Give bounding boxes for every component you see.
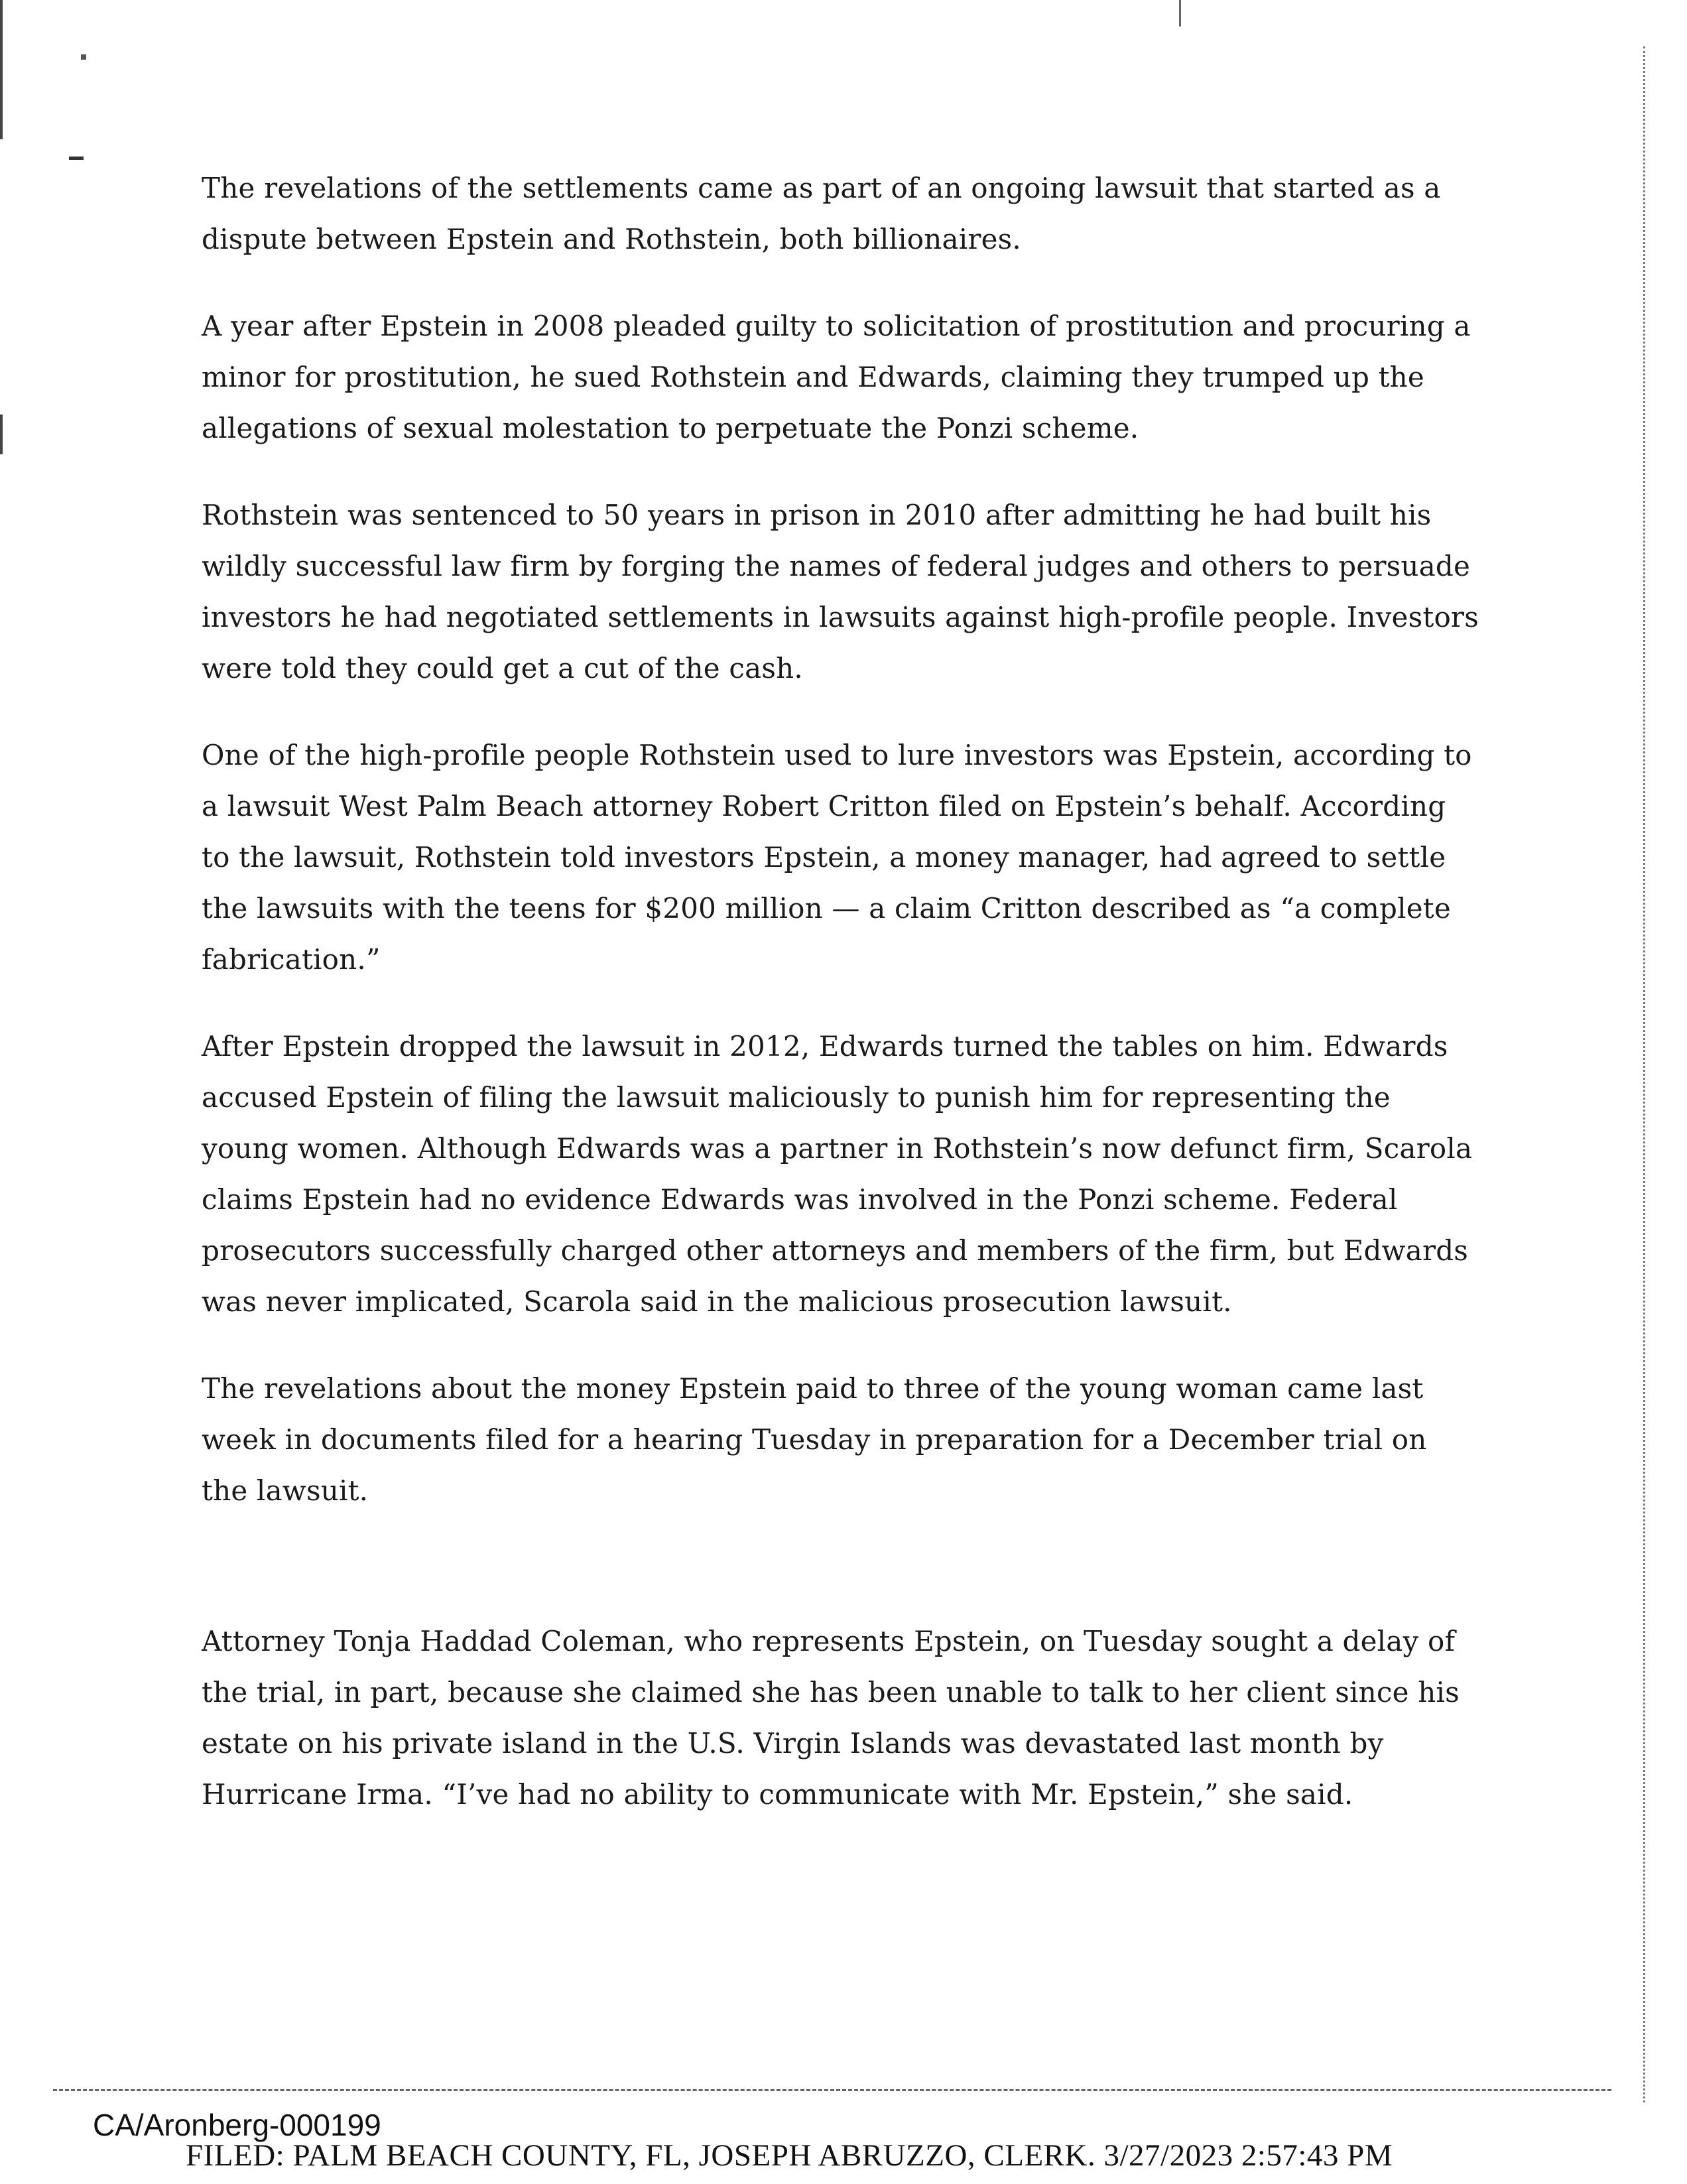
scan-mark-dash xyxy=(69,157,84,160)
filed-stamp: FILED: PALM BEACH COUNTY, FL, JOSEPH ABRUZZO, CLERK. 3/27/2023 2:57:43 PM xyxy=(186,2138,1393,2173)
bates-number: CA/Aronberg-000199 xyxy=(93,2108,381,2142)
paragraph-2: A year after Epstein in 2008 pleaded guilty to solicitation of prostitution and procuring a minor for prostitution, he sued Rothstein and Edwards, claiming they trumped up the allegations of sexual molestation to perpetuate the Ponzi scheme. xyxy=(202,310,1471,444)
paragraph-3: Rothstein was sentenced to 50 years in prison in 2010 after admitting he had built his wildly successful law firm by forging the names of federal judges and others to persuade investors he had negotiated settlements in lawsuits against high-profile people. Investors were told they could get a cut of the cash. xyxy=(202,499,1479,684)
scan-mark-bottom-rule xyxy=(53,2089,1611,2091)
scan-mark-left-edge xyxy=(0,0,3,139)
scan-mark-top-tick xyxy=(1179,0,1181,27)
scan-mark-dot xyxy=(81,54,86,60)
article-body xyxy=(202,162,1481,1856)
paragraph-1: The revelations of the settlements came as part of an ongoing lawsuit that started as a dispute between Epstein and Rothstein, both billionaires. xyxy=(202,172,1441,255)
paragraph-4: One of the high-profile people Rothstein used to lure investors was Epstein, according to a lawsuit West Palm Beach attorney Robert Critton filed on Epstein’s behalf. According to the lawsuit, Rothstein told investors Epstein, a money manager, had agreed to settle the lawsuits with the teens for $200 million — a claim Critton described as “a complete fabrication.” xyxy=(202,739,1472,976)
paragraph-5: After Epstein dropped the lawsuit in 2012, Edwards turned the tables on him. Edwards accused Epstein of filing the lawsuit maliciously to punish him for representing the young women. Although Edwards was a partner in Rothstein’s now defunct firm, Scarola claims Epstein had no evidence Edwards was involved in the Ponzi scheme. Federal prosecutors successfully charged other attorneys and members of the firm, but Edwards was never implicated, Scarola said in the malicious prosecution lawsuit. xyxy=(202,1030,1473,1318)
paragraph-6: The revelations about the money Epstein paid to three of the young woman came last week in documents filed for a hearing Tuesday in preparation for a December trial on the lawsuit. xyxy=(202,1372,1427,1507)
scan-mark-right-edge xyxy=(1643,46,1645,2102)
scan-mark-left-edge-lower xyxy=(0,415,3,454)
paragraph-7: Attorney Tonja Haddad Coleman, who represents Epstein, on Tuesday sought a delay of the trial, in part, because she claimed she has been unable to talk to her client since his estate on his private island in the U.S. Virgin Islands was devastated last month by Hurricane Irma. “I’ve had no ability to communicate with Mr. Epstein,” she said. xyxy=(202,1625,1460,1811)
